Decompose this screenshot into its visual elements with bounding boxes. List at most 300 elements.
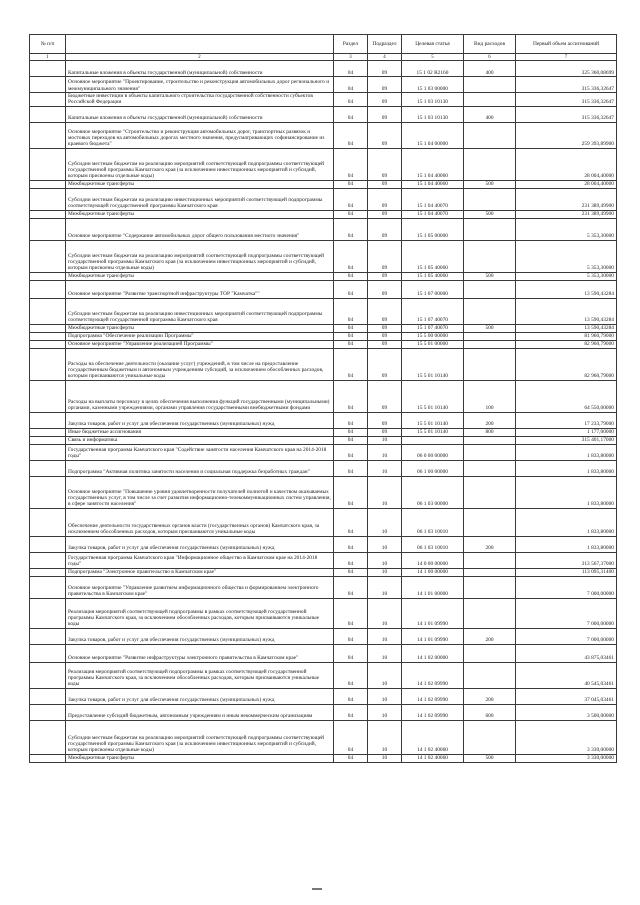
subsection-code: 09 <box>368 148 402 180</box>
col-index: 5 <box>402 54 464 61</box>
table-row <box>30 348 617 380</box>
target-article-code <box>402 436 464 444</box>
target-article-code: 15 1 05 40060 <box>402 240 464 272</box>
section-code: 04 <box>334 412 368 428</box>
row-description: Государственная программа Камчатского края "Содействие занятости населения Камчатского края на 2014-2018 годы" <box>66 444 334 460</box>
target-article-code: 14 1 01 09990 <box>402 628 464 644</box>
row-description: Закупка товаров, работ и услуг для обеспечения государственных (муниципальных) нужд <box>66 412 334 428</box>
subsection-code: 09 <box>368 122 402 148</box>
row-description: Межбюджетные трансферты <box>66 180 334 188</box>
subsection-code: 09 <box>368 280 402 298</box>
number-cell <box>30 106 66 122</box>
target-article-code: 15 5 01 10140 <box>402 428 464 436</box>
target-article-code: 15 1 07 40070 <box>402 324 464 332</box>
subsection-code: 10 <box>368 720 402 754</box>
row-description: Основное мероприятие "Развитие транспортной инфраструктуры ТОР "Камчатка"" <box>66 280 334 298</box>
target-article-code: 14 1 00 00000 <box>402 568 464 576</box>
target-article-code: 14 1 02 40060 <box>402 754 464 762</box>
section-code: 04 <box>334 508 368 536</box>
subsection-code: 10 <box>368 628 402 644</box>
row-description: Предоставление субсидий бюджетным, автономным учреждениям и иным некоммерческим организациям <box>66 704 334 720</box>
number-cell <box>30 324 66 332</box>
number-cell <box>30 340 66 348</box>
section-code: 04 <box>334 240 368 272</box>
row-description: Реализация мероприятий соответствующей подпрограммы в рамках соответствующей государственной программы Камчатского края, за исключением обособленных расходов, которым присваиваются уникальные коды <box>66 598 334 628</box>
section-code: 04 <box>334 148 368 180</box>
target-article-code: 15 1 04 40070 <box>402 188 464 210</box>
amount-value: 13 590,43284 <box>516 280 617 298</box>
table-row <box>30 628 617 644</box>
table-row <box>30 272 617 280</box>
expense-type-code <box>464 93 516 107</box>
column-index-row <box>30 54 617 61</box>
number-cell <box>30 436 66 444</box>
target-article-code: 06 1 03 00000 <box>402 476 464 508</box>
expense-type-code: 200 <box>464 628 516 644</box>
subsection-code: 10 <box>368 476 402 508</box>
amount-value: 3 330,00000 <box>516 720 617 754</box>
subsection-code: 09 <box>368 188 402 210</box>
col-header-name <box>66 35 334 54</box>
amount-value: 231 389,49900 <box>516 188 617 210</box>
section-code: 04 <box>334 280 368 298</box>
amount-value: 315 401,17000 <box>516 436 617 444</box>
row-description: Межбюджетные трансферты <box>66 324 334 332</box>
table-row <box>30 688 617 704</box>
expense-type-code <box>464 552 516 568</box>
col-index: 1 <box>30 54 66 61</box>
subsection-code: 09 <box>368 61 402 77</box>
amount-value: 37 045,03461 <box>516 688 617 704</box>
table-row <box>30 122 617 148</box>
col-header-target-article: Целевая статья <box>402 35 464 54</box>
amount-value: 1 833,80000 <box>516 444 617 460</box>
col-header-section: Раздел <box>334 35 368 54</box>
amount-value: 231 389,49900 <box>516 210 617 218</box>
subsection-code: 09 <box>368 340 402 348</box>
number-cell <box>30 628 66 644</box>
target-article-code: 06 1 03 10010 <box>402 508 464 536</box>
subsection-code: 10 <box>368 576 402 598</box>
table-row <box>30 188 617 210</box>
expense-type-code <box>464 662 516 688</box>
amount-value: 315 336,32647 <box>516 77 617 93</box>
table-row <box>30 568 617 576</box>
appropriations-table <box>29 34 617 763</box>
expense-type-code <box>464 444 516 460</box>
subsection-code: 10 <box>368 644 402 662</box>
table-row <box>30 240 617 272</box>
subsection-code: 10 <box>368 444 402 460</box>
target-article-code: 15 1 05 40060 <box>402 272 464 280</box>
row-description: Государственная программа Камчатского края "Информационное общество в Камчатском крае на 2014-2018 годы" <box>66 552 334 568</box>
row-description: Субсидии местным бюджетам на реализацию мероприятий соответствующей подпрограммы соответствующей государственной программы Камчатского края (за исключением инвестиционных мероприятий и субсидий, которым присвоены отдельные коды) <box>66 148 334 180</box>
table-row <box>30 444 617 460</box>
number-cell <box>30 568 66 576</box>
row-description: Основное мероприятие "Управление развитием информационного общества и формированием электронного правительства в Камчатском крае" <box>66 576 334 598</box>
page-number-mark <box>312 888 322 890</box>
col-index: 7 <box>516 54 617 61</box>
subsection-code: 10 <box>368 688 402 704</box>
amount-value: 5 353,30000 <box>516 218 617 240</box>
section-code: 04 <box>334 662 368 688</box>
row-description: Подпрограмма "Электронное правительство в Камчатском крае" <box>66 568 334 576</box>
target-article-code: 15 1 03 10130 <box>402 106 464 122</box>
section-code: 04 <box>334 428 368 436</box>
row-description: Субсидии местным бюджетам на реализацию мероприятий соответствующей подпрограммы соответствующей государственной программы Камчатского края (за исключением инвестиционных мероприятий и субсидий, которым присвоены отдельные коды) <box>66 720 334 754</box>
col-index: 6 <box>464 54 516 61</box>
amount-value: 325 360,08699 <box>516 61 617 77</box>
target-article-code: 15 5 01 10140 <box>402 380 464 412</box>
table-row <box>30 280 617 298</box>
target-article-code: 15 1 04 00000 <box>402 122 464 148</box>
budget-sheet <box>29 34 616 763</box>
number-cell <box>30 412 66 428</box>
subsection-code: 09 <box>368 240 402 272</box>
amount-value: 1 177,00000 <box>516 428 617 436</box>
section-code: 04 <box>334 106 368 122</box>
expense-type-code <box>464 280 516 298</box>
row-description: Расходы на обеспечение деятельности (оказание услуг) учреждений, в том числе на предоставление государственным бюджетным и автономным учреждениям субсидий, за исключением обособленных расходов, которым присваиваются уникальные коды <box>66 348 334 380</box>
subsection-code: 09 <box>368 412 402 428</box>
row-description: Закупка товаров, работ и услуг для обеспечения государственных (муниципальных) нужд <box>66 628 334 644</box>
section-code: 04 <box>334 628 368 644</box>
row-description: Основное мероприятие "Развитие инфраструктуры электронного правительства в Камчатском крае" <box>66 644 334 662</box>
expense-type-code: 200 <box>464 412 516 428</box>
table-row <box>30 476 617 508</box>
table-row <box>30 720 617 754</box>
target-article-code: 14 1 02 40060 <box>402 720 464 754</box>
section-code: 04 <box>334 188 368 210</box>
number-cell <box>30 148 66 180</box>
expense-type-code <box>464 188 516 210</box>
amount-value: 40 545,03461 <box>516 662 617 688</box>
number-cell <box>30 380 66 412</box>
section-code: 04 <box>334 536 368 552</box>
number-cell <box>30 240 66 272</box>
target-article-code: 14 1 02 00000 <box>402 644 464 662</box>
subsection-code: 10 <box>368 704 402 720</box>
expense-type-code: 500 <box>464 754 516 762</box>
table-row <box>30 324 617 332</box>
subsection-code: 10 <box>368 460 402 476</box>
row-description: Реализация мероприятий соответствующей подпрограммы в рамках соответствующей государственной программы Камчатского края, за исключением обособленных расходов, которым присваиваются уникальные коды <box>66 662 334 688</box>
expense-type-code <box>464 122 516 148</box>
table-row <box>30 210 617 218</box>
amount-value: 28 004,40000 <box>516 148 617 180</box>
table-row <box>30 662 617 688</box>
section-code: 04 <box>334 460 368 476</box>
table-row <box>30 77 617 93</box>
expense-type-code <box>464 720 516 754</box>
table-row <box>30 106 617 122</box>
target-article-code: 15 1 07 40070 <box>402 298 464 324</box>
amount-value: 1 833,80000 <box>516 536 617 552</box>
section-code: 04 <box>334 704 368 720</box>
table-row <box>30 428 617 436</box>
subsection-code: 09 <box>368 428 402 436</box>
table-row <box>30 576 617 598</box>
table-row <box>30 598 617 628</box>
amount-value: 13 590,43284 <box>516 324 617 332</box>
number-cell <box>30 348 66 380</box>
section-code: 04 <box>334 93 368 107</box>
section-code: 04 <box>334 476 368 508</box>
col-header-amount: Первый объем ассигнований <box>516 35 617 54</box>
section-code: 04 <box>334 210 368 218</box>
number-cell <box>30 188 66 210</box>
amount-value: 7 000,00000 <box>516 598 617 628</box>
number-cell <box>30 662 66 688</box>
subsection-code: 09 <box>368 210 402 218</box>
table-row <box>30 61 617 77</box>
number-cell <box>30 298 66 324</box>
expense-type-code: 400 <box>464 106 516 122</box>
number-cell <box>30 332 66 340</box>
number-cell <box>30 218 66 240</box>
number-cell <box>30 77 66 93</box>
section-code: 04 <box>334 332 368 340</box>
expense-type-code <box>464 332 516 340</box>
number-cell <box>30 93 66 107</box>
subsection-code: 10 <box>368 508 402 536</box>
expense-type-code <box>464 298 516 324</box>
row-description: Межбюджетные трансферты <box>66 754 334 762</box>
amount-value: 17 233,79000 <box>516 412 617 428</box>
number-cell <box>30 122 66 148</box>
target-article-code: 15 1 07 00000 <box>402 280 464 298</box>
expense-type-code <box>464 568 516 576</box>
target-article-code: 15 1 03 10130 <box>402 93 464 107</box>
section-code: 04 <box>334 272 368 280</box>
subsection-code: 10 <box>368 552 402 568</box>
target-article-code: 14 1 01 00000 <box>402 576 464 598</box>
amount-value: 81 960,79000 <box>516 332 617 340</box>
subsection-code: 09 <box>368 106 402 122</box>
subsection-code: 10 <box>368 598 402 628</box>
table-row <box>30 552 617 568</box>
number-cell <box>30 552 66 568</box>
number-cell <box>30 272 66 280</box>
table-row <box>30 298 617 324</box>
target-article-code: 15 5 00 00000 <box>402 332 464 340</box>
subsection-code: 10 <box>368 662 402 688</box>
row-description: Межбюджетные трансферты <box>66 210 334 218</box>
table-header <box>30 35 617 61</box>
row-description: Бюджетные инвестиции в объекты капитального строительства государственной собственности субъектов Российской Федерации <box>66 93 334 107</box>
row-description: Межбюджетные трансферты <box>66 272 334 280</box>
number-cell <box>30 444 66 460</box>
section-code: 04 <box>334 380 368 412</box>
section-code: 04 <box>334 688 368 704</box>
amount-value: 1 833,80000 <box>516 460 617 476</box>
section-code: 04 <box>334 298 368 324</box>
expense-type-code: 500 <box>464 272 516 280</box>
col-header-expense-type: Вид расходов <box>464 35 516 54</box>
amount-value: 313 567,37000 <box>516 552 617 568</box>
number-cell <box>30 576 66 598</box>
subsection-code: 09 <box>368 380 402 412</box>
target-article-code: 06 1 00 00000 <box>402 460 464 476</box>
table-row <box>30 332 617 340</box>
section-code: 04 <box>334 218 368 240</box>
subsection-code: 09 <box>368 348 402 380</box>
section-code: 04 <box>334 324 368 332</box>
amount-value: 5 353,30000 <box>516 272 617 280</box>
expense-type-code <box>464 348 516 380</box>
number-cell <box>30 210 66 218</box>
row-description: Обеспечение деятельности государственных органов власти (государственных органов) Камчатского края, за исключением обособленных расходов, которым присваиваются уникальные коды <box>66 508 334 536</box>
subsection-code: 09 <box>368 218 402 240</box>
expense-type-code <box>464 460 516 476</box>
expense-type-code <box>464 436 516 444</box>
subsection-code: 10 <box>368 754 402 762</box>
number-cell <box>30 428 66 436</box>
expense-type-code <box>464 476 516 508</box>
target-article-code: 15 1 04 40070 <box>402 210 464 218</box>
amount-value: 315 336,32647 <box>516 93 617 107</box>
amount-value: 28 004,40000 <box>516 180 617 188</box>
amount-value: 259 393,89900 <box>516 122 617 148</box>
amount-value: 7 000,00000 <box>516 576 617 598</box>
number-cell <box>30 536 66 552</box>
target-article-code: 15 1 05 00000 <box>402 218 464 240</box>
amount-value: 64 550,00000 <box>516 380 617 412</box>
number-cell <box>30 508 66 536</box>
number-cell <box>30 754 66 762</box>
expense-type-code <box>464 77 516 93</box>
expense-type-code <box>464 598 516 628</box>
amount-value: 5 353,30000 <box>516 240 617 272</box>
section-code: 04 <box>334 552 368 568</box>
table-row <box>30 148 617 180</box>
table-row <box>30 704 617 720</box>
target-article-code: 15 5 01 10140 <box>402 348 464 380</box>
row-description: Капитальные вложения в объекты государственной (муниципальной) собственности <box>66 106 334 122</box>
col-header-number: № п/п <box>30 35 66 54</box>
subsection-code: 10 <box>368 568 402 576</box>
subsection-code: 09 <box>368 93 402 107</box>
table-row <box>30 754 617 762</box>
table-row <box>30 340 617 348</box>
section-code: 04 <box>334 122 368 148</box>
row-description: Подпрограмма "Обеспечение реализации Программы" <box>66 332 334 340</box>
section-code: 04 <box>334 598 368 628</box>
row-description: Основное мероприятие "Управление реализацией Программы" <box>66 340 334 348</box>
expense-type-code <box>464 508 516 536</box>
number-cell <box>30 598 66 628</box>
expense-type-code <box>464 148 516 180</box>
expense-type-code: 100 <box>464 380 516 412</box>
number-cell <box>30 180 66 188</box>
number-cell <box>30 460 66 476</box>
subsection-code: 09 <box>368 77 402 93</box>
expense-type-code: 800 <box>464 428 516 436</box>
section-code: 04 <box>334 340 368 348</box>
row-description: Основное мероприятие "Содержание автомобильных дорог общего пользования местного значения" <box>66 218 334 240</box>
expense-type-code: 500 <box>464 210 516 218</box>
section-code: 04 <box>334 436 368 444</box>
target-article-code: 06 1 03 10010 <box>402 536 464 552</box>
target-article-code: 14 0 00 00000 <box>402 552 464 568</box>
row-description: Субсидии местным бюджетам на реализацию инвестиционных мероприятий соответствующей подпрограммы соответствующей государственной программы Камчатского края <box>66 298 334 324</box>
subsection-code: 09 <box>368 180 402 188</box>
expense-type-code: 400 <box>464 61 516 77</box>
number-cell <box>30 280 66 298</box>
row-description: Закупка товаров, работ и услуг для обеспечения государственных (муниципальных) нужд <box>66 536 334 552</box>
row-description: Закупка товаров, работ и услуг для обеспечения государственных (муниципальных) нужд <box>66 688 334 704</box>
section-code: 04 <box>334 720 368 754</box>
expense-type-code <box>464 240 516 272</box>
col-index: 2 <box>66 54 334 61</box>
amount-value: 1 833,80000 <box>516 476 617 508</box>
amount-value: 3 330,00000 <box>516 754 617 762</box>
number-cell <box>30 688 66 704</box>
row-description: Связь и информатика <box>66 436 334 444</box>
table-row <box>30 460 617 476</box>
table-row <box>30 218 617 240</box>
expense-type-code <box>464 644 516 662</box>
row-description: Субсидии местным бюджетам на реализацию мероприятий соответствующей подпрограммы соответствующей государственной программы Камчатского края (за исключением инвестиционных мероприятий и субсидий, которым присвоены отдельные коды) <box>66 240 334 272</box>
subsection-code: 09 <box>368 272 402 280</box>
row-description: Основное мероприятие "Повышение уровня удовлетворенности получателей полнотой и качеством оказываемых государственных услуг, в том числе за счет развития информационно-телекоммуникационных систем управления, в сфере занятости населения" <box>66 476 334 508</box>
number-cell <box>30 720 66 754</box>
col-header-subsection: Подраздел <box>368 35 402 54</box>
table-row <box>30 536 617 552</box>
table-row <box>30 180 617 188</box>
expense-type-code: 500 <box>464 324 516 332</box>
row-description: Иные бюджетные ассигнования <box>66 428 334 436</box>
amount-value: 3 500,00000 <box>516 704 617 720</box>
col-index: 4 <box>368 54 402 61</box>
target-article-code: 14 1 02 09990 <box>402 704 464 720</box>
target-article-code: 15 1 04 40060 <box>402 148 464 180</box>
row-description: Капитальные вложения в объекты государственной (муниципальной) собственности <box>66 61 334 77</box>
target-article-code: 15 5 01 10140 <box>402 412 464 428</box>
amount-value: 1 833,80000 <box>516 508 617 536</box>
table-row <box>30 93 617 107</box>
row-description: Подпрограмма "Активная политика занятости населения и социальная поддержка безработных граждан" <box>66 460 334 476</box>
section-code: 04 <box>334 444 368 460</box>
target-article-code: 15 1 04 40060 <box>402 180 464 188</box>
amount-value: 82 960,79000 <box>516 340 617 348</box>
target-article-code: 14 1 02 09990 <box>402 662 464 688</box>
amount-value: 315 336,32647 <box>516 106 617 122</box>
number-cell <box>30 644 66 662</box>
section-code: 04 <box>334 576 368 598</box>
col-index: 3 <box>334 54 368 61</box>
target-article-code: 14 1 01 09990 <box>402 598 464 628</box>
amount-value: 7 000,00000 <box>516 628 617 644</box>
number-cell <box>30 61 66 77</box>
table-body <box>30 61 617 763</box>
amount-value: 13 590,43284 <box>516 298 617 324</box>
table-row <box>30 380 617 412</box>
amount-value: 82 960,79000 <box>516 348 617 380</box>
expense-type-code: 600 <box>464 704 516 720</box>
row-description: Основное мероприятие "Строительство и реконструкция автомобильных дорог, транспортных развязок и мостовых переходов на автомобильных дорогах местного значения, предусматривающих софинансирование из краевого бюджета" <box>66 122 334 148</box>
target-article-code: 15 1 03 00000 <box>402 77 464 93</box>
section-code: 04 <box>334 568 368 576</box>
table-row <box>30 412 617 428</box>
subsection-code: 10 <box>368 536 402 552</box>
expense-type-code <box>464 218 516 240</box>
expense-type-code: 200 <box>464 688 516 704</box>
section-code: 04 <box>334 348 368 380</box>
subsection-code: 09 <box>368 324 402 332</box>
amount-value: 113 095,31400 <box>516 568 617 576</box>
number-cell <box>30 704 66 720</box>
